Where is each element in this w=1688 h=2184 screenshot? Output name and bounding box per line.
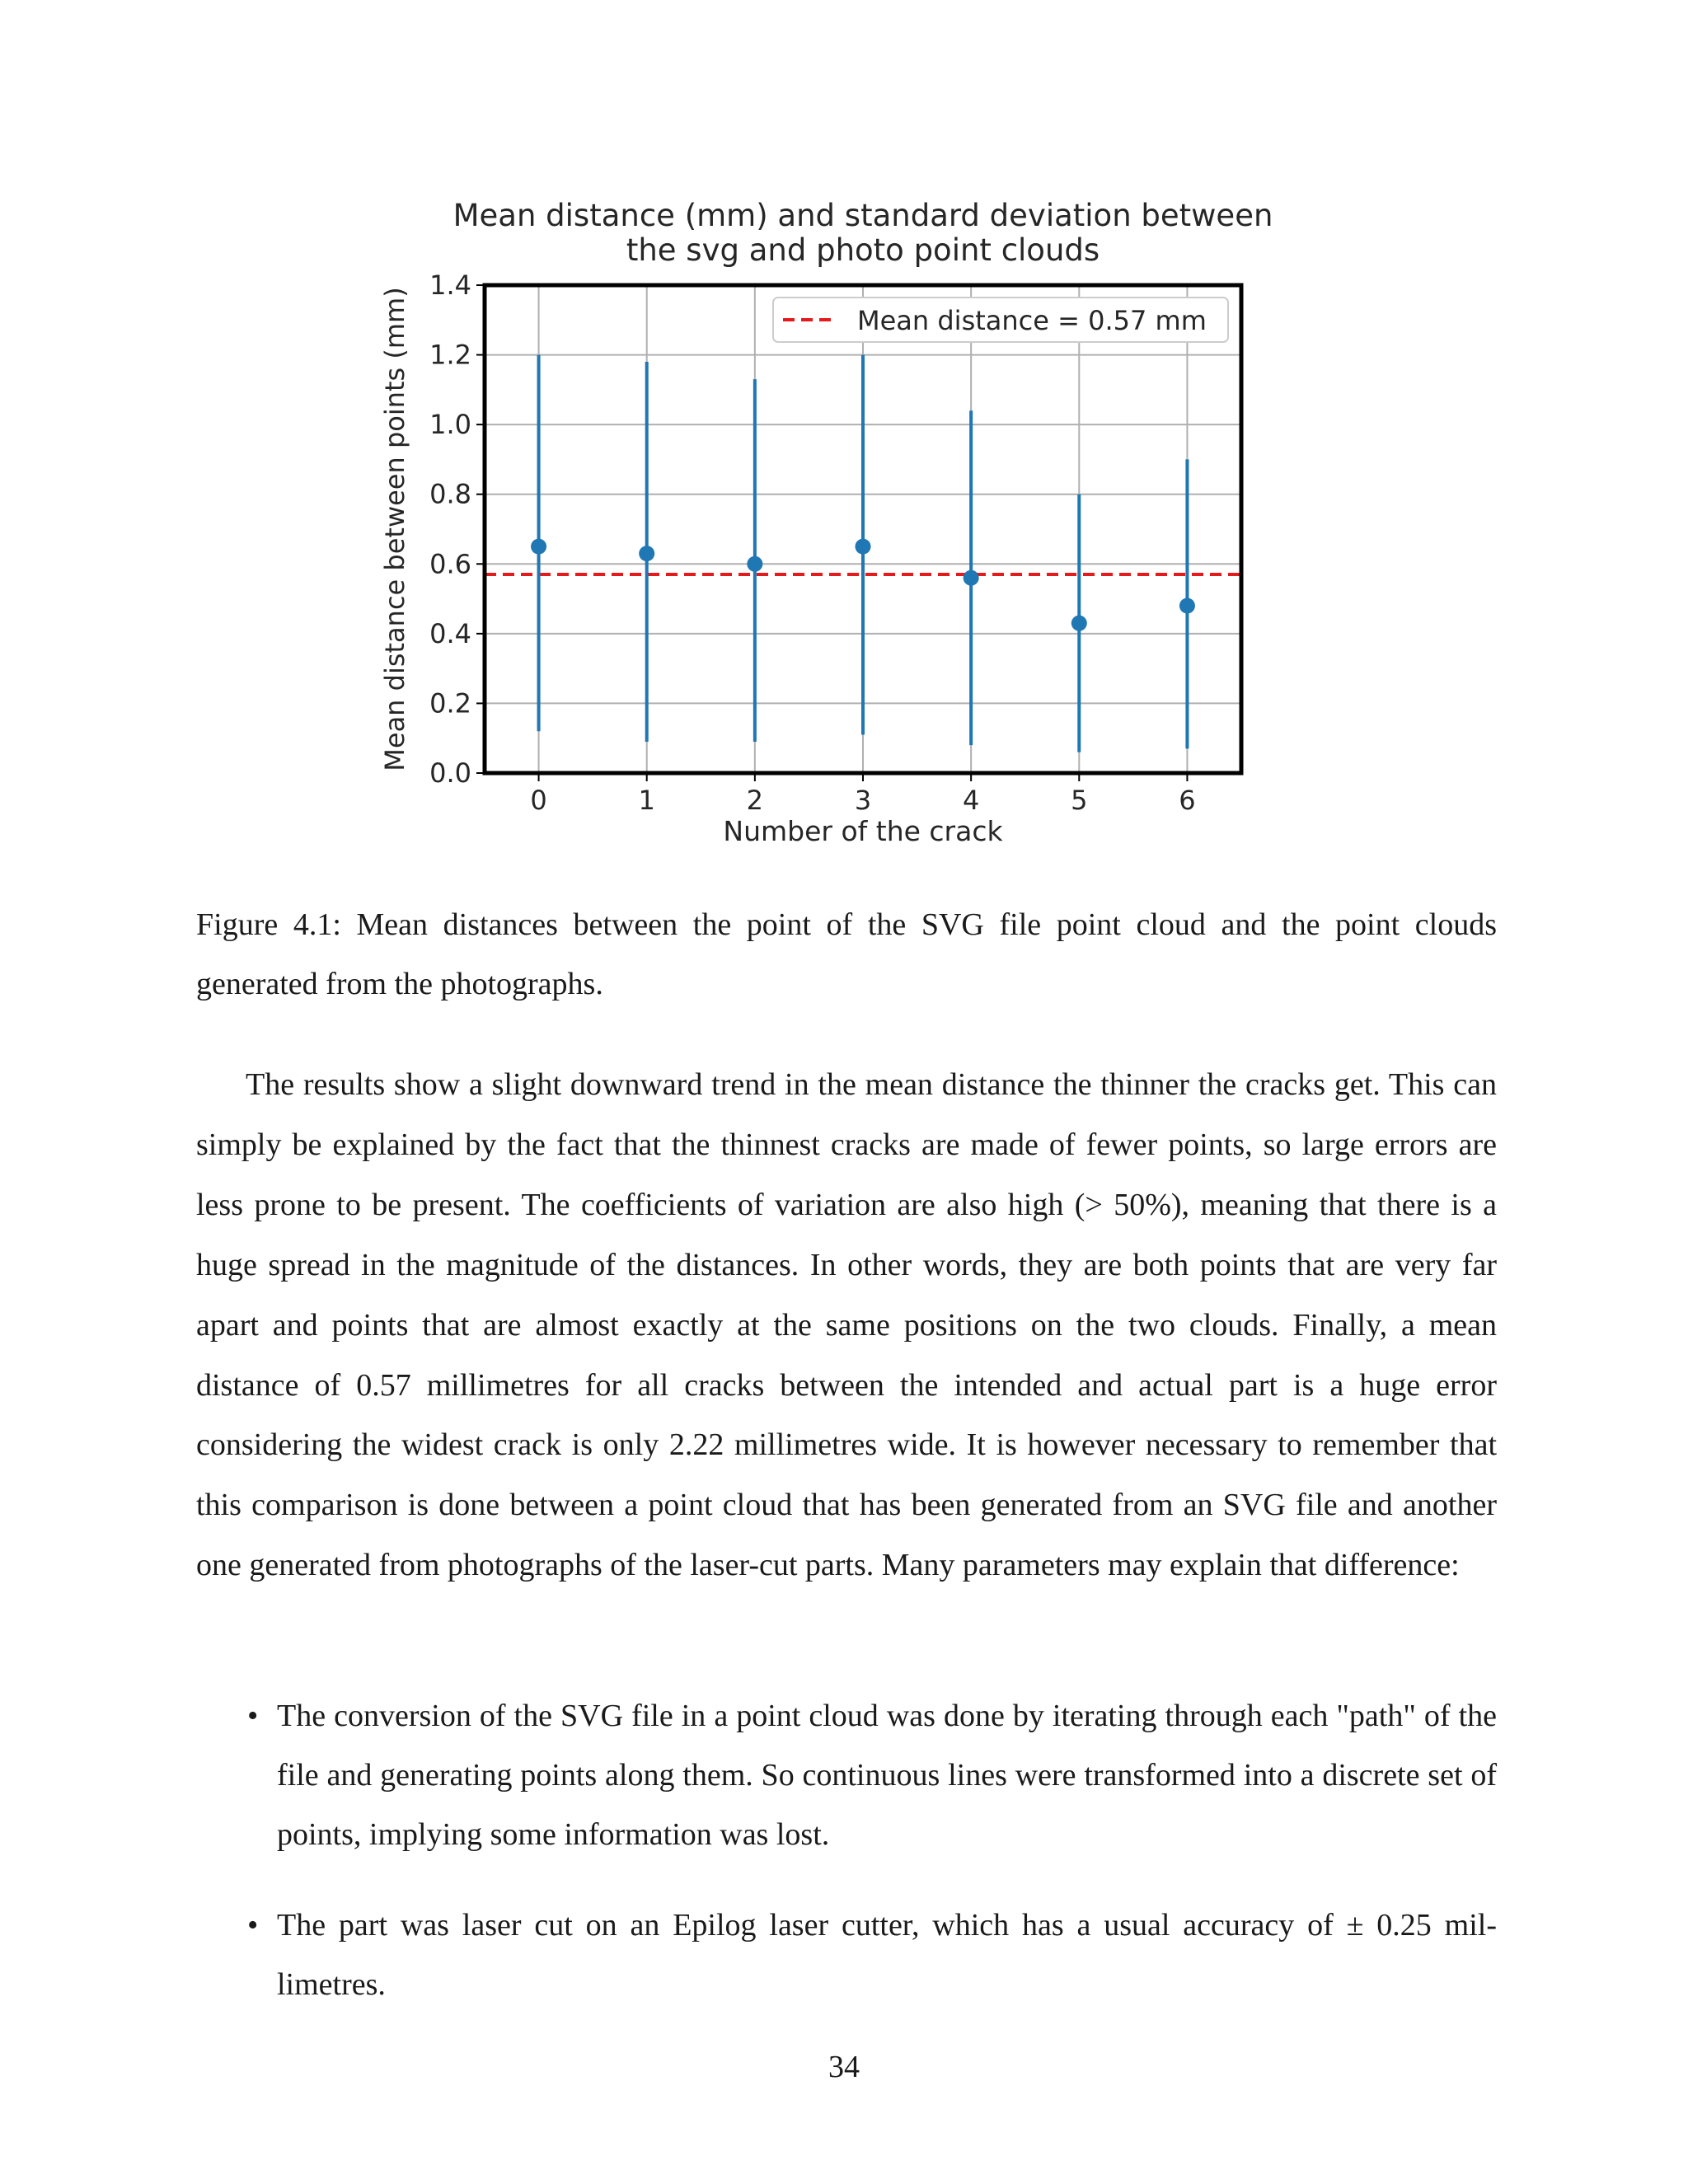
data-point-crack-2 [747,556,762,572]
y-tick-label-1: 0.2 [429,687,471,719]
chart-title-line-1: Mean distance (mm) and standard deviation between [452,198,1273,233]
data-point-crack-1 [639,546,654,561]
data-point-crack-3 [856,539,871,555]
legend [773,298,1228,342]
chart-title-line-2: the svg and photo point clouds [626,232,1100,268]
body-paragraph: The results show a slight downward trend in the mean distance the thinner the cracks get. This can simply be explained by the fact that the thinnest cracks are made of fewer points, so large errors are less prone to be present. The coefficients of variation are also high (> 50%), meaning that there is a huge spread in the magnitude of the distances. In other words, they are both points that are very far apart and points that are almost exactly at the same positions on the two clouds. Finally, a mean distance of 0.57 millimetres for all cracks between the intended and actual part is a huge error considering the widest crack is only 2.22 millimetres wide. It is however necessary to remember that this comparison is done between a point cloud that has been generated from an SVG file and another one generated from photographs of the laser-cut parts. Many parameters may explain that difference: [196,1067,1497,1583]
y-tick-label-2: 0.4 [429,617,471,649]
bullet-list-item-1 [277,1686,1497,1864]
y-axis-label: Mean distance between points (mm) [379,287,410,771]
x-tick-label-1: 1 [638,785,655,816]
bullet-item-svg-conversion: • The conversion of the SVG file in a point cloud was done by iterating through each "path" of the file and generating points along them. So continuous lines were transformed into a discrete set of points, implying some information was lost. [277,1686,1497,1864]
figure-chart [379,198,1302,857]
data-point-crack-6 [1179,598,1195,614]
x-axis-label: Number of the crack [723,815,1003,847]
x-tick-label-2: 2 [746,785,764,816]
bullet-list-item-2 [277,1896,1497,2014]
data-point-crack-0 [531,539,546,555]
x-tick-label-3: 3 [854,785,872,816]
bullet-item-laser-accuracy: • The part was laser cut on an Epilog laser cutter, which has a usual accuracy of ± 0.25 mil- limetres. [277,1896,1497,2014]
y-tick-label-7: 1.4 [429,269,471,301]
y-tick-label-4: 0.8 [429,478,471,510]
legend-label: Mean distance = 0.57 mm [857,305,1207,336]
x-tick-label-6: 6 [1179,785,1196,816]
page-number: 34 [828,2050,860,2084]
x-tick-label-0: 0 [530,785,547,816]
y-tick-label-5: 1.0 [429,409,471,441]
x-tick-label-5: 5 [1071,785,1088,816]
y-tick-label-3: 0.6 [429,548,471,580]
x-tick-label-4: 4 [962,785,980,816]
data-point-crack-5 [1071,616,1087,631]
y-tick-label-0: 0.0 [429,757,471,789]
figure-caption: Figure 4.1: Mean distances between the point of the SVG file point cloud and the point clouds generated from the photographs. [196,907,1497,1001]
y-tick-label-6: 1.2 [429,339,471,371]
data-point-crack-4 [964,570,979,586]
